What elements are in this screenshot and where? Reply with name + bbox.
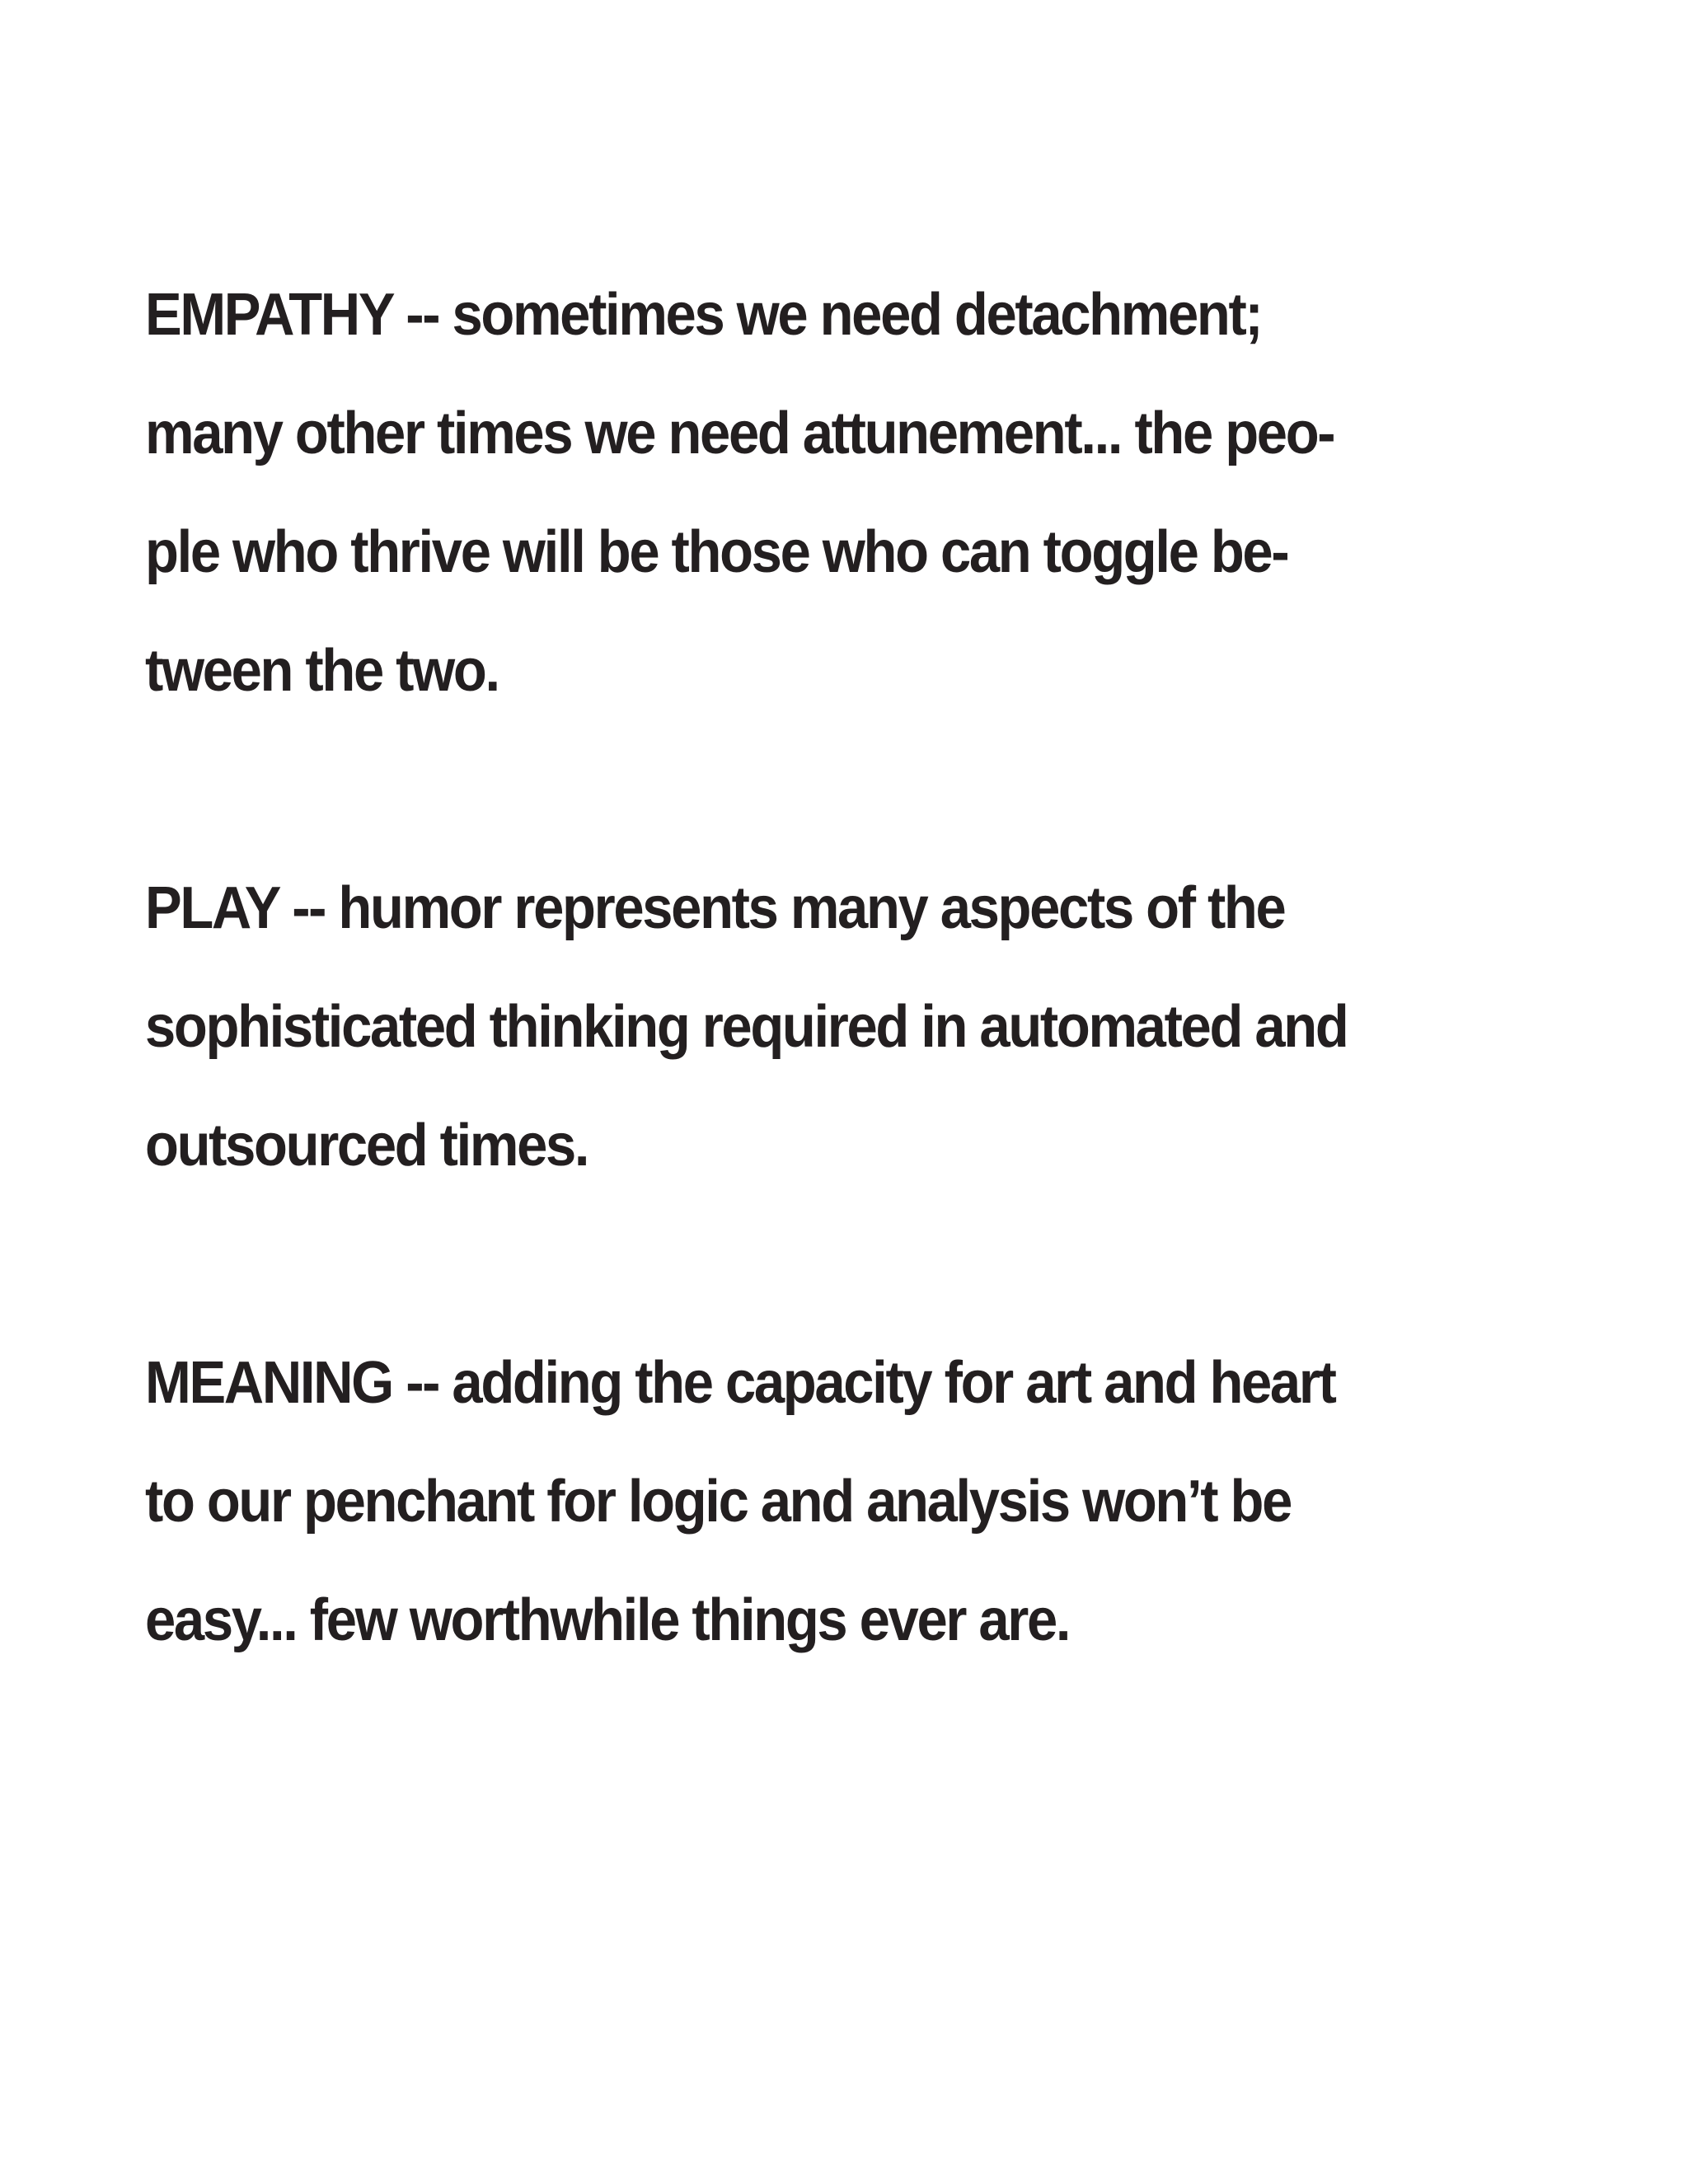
paragraph-line: PLAY -- humor represents many aspects of the: [145, 875, 1285, 941]
paragraph-spacer: [145, 730, 1563, 849]
paragraph-line: to our penchant for logic and analysis won’t be: [145, 1469, 1292, 1535]
paragraph-meaning: [145, 1324, 1563, 1680]
paragraph-line: ple who thrive will be those who can toggle be-: [145, 519, 1288, 585]
paragraph-play: [145, 849, 1563, 1205]
paragraph-line: MEANING -- adding the capacity for art and heart: [145, 1350, 1335, 1416]
paragraph-line: outsourced times.: [145, 1113, 588, 1179]
paragraph-line: sophisticated thinking required in automated and: [145, 994, 1348, 1060]
page-body: [145, 255, 1563, 1680]
paragraph-spacer: [145, 1205, 1563, 1324]
paragraph-line: easy... few worthwhile things ever are.: [145, 1587, 1070, 1653]
paragraph-line: EMPATHY -- sometimes we need detachment;: [145, 282, 1262, 348]
paragraph-empathy: [145, 255, 1563, 730]
paragraph-line: tween the two.: [145, 638, 499, 704]
paragraph-line: many other times we need attunement... the peo-: [145, 401, 1334, 466]
